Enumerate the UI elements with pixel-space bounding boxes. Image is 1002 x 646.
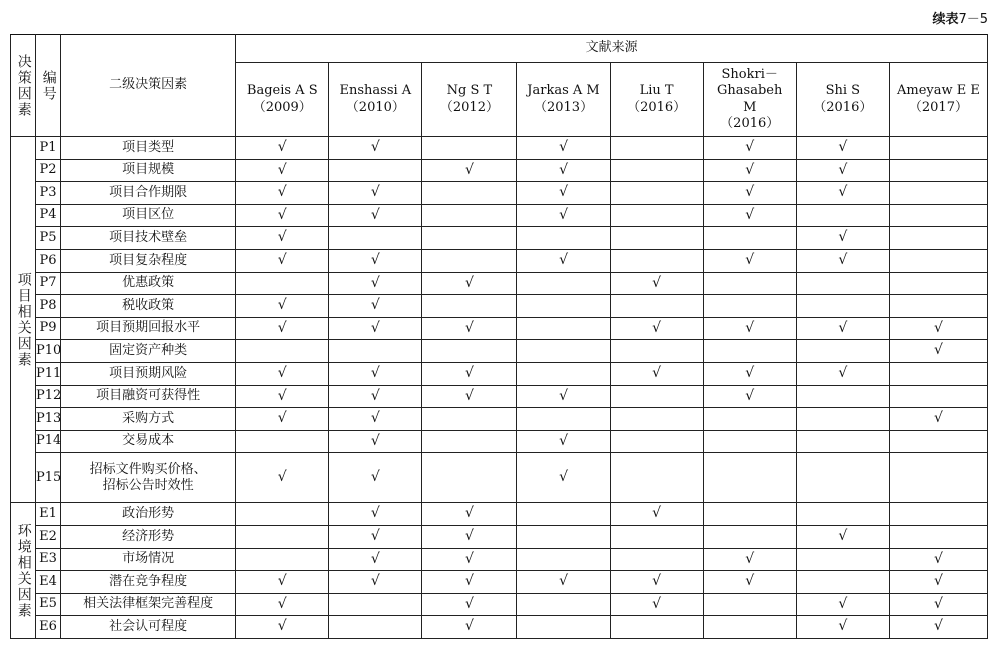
factor-id: E2 (36, 525, 61, 548)
table-row (11, 204, 988, 227)
source-name: Bageis A S (246, 83, 318, 99)
table-row (11, 272, 988, 295)
check-mark: √ (236, 227, 329, 250)
empty-cell (889, 227, 987, 250)
factor-name: 项目预期风险 (61, 362, 236, 385)
empty-cell (889, 385, 987, 408)
check-mark: √ (422, 272, 517, 295)
table-row (11, 362, 988, 385)
source-name: Jarkas A M (527, 83, 600, 99)
empty-cell (236, 503, 329, 526)
empty-cell (236, 525, 329, 548)
check-mark: √ (329, 408, 422, 431)
check-mark: √ (517, 159, 610, 182)
factor-name: 相关法律框架完善程度 (61, 593, 236, 616)
empty-cell (889, 182, 987, 205)
empty-cell (889, 503, 987, 526)
table-row (11, 525, 988, 548)
check-mark: √ (610, 362, 703, 385)
check-mark: √ (236, 137, 329, 160)
empty-cell (610, 430, 703, 453)
empty-cell (796, 385, 889, 408)
check-mark: √ (422, 571, 517, 594)
empty-cell (889, 453, 987, 503)
check-mark: √ (329, 317, 422, 340)
empty-cell (610, 159, 703, 182)
check-mark: √ (329, 548, 422, 571)
empty-cell (889, 272, 987, 295)
check-mark: √ (422, 593, 517, 616)
check-mark: √ (517, 571, 610, 594)
check-mark: √ (889, 408, 987, 431)
empty-cell (517, 317, 610, 340)
empty-cell (610, 227, 703, 250)
check-mark: √ (610, 272, 703, 295)
check-mark: √ (796, 137, 889, 160)
factor-id: P7 (36, 272, 61, 295)
empty-cell (236, 340, 329, 363)
empty-cell (703, 272, 796, 295)
check-mark: √ (236, 593, 329, 616)
empty-cell (889, 204, 987, 227)
empty-cell (329, 159, 422, 182)
empty-cell (889, 525, 987, 548)
check-mark: √ (236, 408, 329, 431)
empty-cell (703, 295, 796, 318)
factor-id: E3 (36, 548, 61, 571)
check-mark: √ (517, 249, 610, 272)
check-mark: √ (236, 249, 329, 272)
header-id: 编号 (36, 35, 61, 137)
table-row (11, 408, 988, 431)
source-header (796, 63, 889, 137)
empty-cell (703, 593, 796, 616)
table-row (11, 249, 988, 272)
category-cell: 项目相关因素 (11, 137, 36, 503)
check-mark: √ (796, 159, 889, 182)
empty-cell (796, 272, 889, 295)
factor-name: 项目预期回报水平 (61, 317, 236, 340)
factor-name: 经济形势 (61, 525, 236, 548)
check-mark: √ (796, 616, 889, 639)
factor-id: P5 (36, 227, 61, 250)
empty-cell (329, 340, 422, 363)
check-mark: √ (703, 362, 796, 385)
factor-id: P9 (36, 317, 61, 340)
empty-cell (703, 503, 796, 526)
source-header (703, 63, 796, 137)
check-mark: √ (517, 385, 610, 408)
check-mark: √ (703, 385, 796, 408)
empty-cell (517, 525, 610, 548)
empty-cell (610, 137, 703, 160)
table-row (11, 503, 988, 526)
factor-name: 社会认可程度 (61, 616, 236, 639)
empty-cell (422, 453, 517, 503)
empty-cell (796, 503, 889, 526)
factor-id: P8 (36, 295, 61, 318)
check-mark: √ (329, 249, 422, 272)
check-mark: √ (422, 362, 517, 385)
empty-cell (517, 503, 610, 526)
table-row (11, 385, 988, 408)
source-header (422, 63, 517, 137)
factor-id: P10 (36, 340, 61, 363)
source-year: （2009） (252, 99, 312, 115)
factor-id: P3 (36, 182, 61, 205)
factor-id: P2 (36, 159, 61, 182)
empty-cell (703, 227, 796, 250)
empty-cell (610, 408, 703, 431)
check-mark: √ (329, 362, 422, 385)
table-row (11, 159, 988, 182)
caption-continued: 续表 (932, 12, 959, 27)
empty-cell (517, 548, 610, 571)
empty-cell (517, 593, 610, 616)
factor-name: 项目技术壁垒 (61, 227, 236, 250)
empty-cell (703, 453, 796, 503)
check-mark: √ (329, 295, 422, 318)
source-name: Enshassi A (339, 83, 412, 99)
factor-id: P15 (36, 453, 61, 503)
empty-cell (517, 295, 610, 318)
empty-cell (329, 616, 422, 639)
table-row (11, 137, 988, 160)
empty-cell (517, 616, 610, 639)
check-mark: √ (610, 317, 703, 340)
caption-number: 7－5 (958, 12, 988, 27)
empty-cell (610, 340, 703, 363)
source-name: Shi S (825, 83, 861, 99)
factor-name: 政治形势 (61, 503, 236, 526)
factor-name: 项目区位 (61, 204, 236, 227)
check-mark: √ (236, 295, 329, 318)
check-mark: √ (796, 317, 889, 340)
header-sources: 文献来源 (236, 35, 988, 63)
check-mark: √ (517, 453, 610, 503)
empty-cell (610, 453, 703, 503)
empty-cell (703, 616, 796, 639)
check-mark: √ (329, 571, 422, 594)
check-mark: √ (329, 430, 422, 453)
empty-cell (422, 430, 517, 453)
empty-cell (329, 227, 422, 250)
table-row (11, 182, 988, 205)
factor-name: 固定资产种类 (61, 340, 236, 363)
check-mark: √ (796, 593, 889, 616)
factor-id: P4 (36, 204, 61, 227)
empty-cell (329, 593, 422, 616)
check-mark: √ (610, 593, 703, 616)
table-row (11, 593, 988, 616)
source-header (517, 63, 610, 137)
empty-cell (422, 227, 517, 250)
empty-cell (422, 137, 517, 160)
factor-id: P12 (36, 385, 61, 408)
check-mark: √ (236, 385, 329, 408)
empty-cell (517, 272, 610, 295)
check-mark: √ (329, 525, 422, 548)
factor-name: 项目合作期限 (61, 182, 236, 205)
empty-cell (889, 249, 987, 272)
check-mark: √ (889, 548, 987, 571)
check-mark: √ (422, 503, 517, 526)
check-mark: √ (610, 571, 703, 594)
empty-cell (796, 430, 889, 453)
check-mark: √ (796, 362, 889, 385)
empty-cell (610, 525, 703, 548)
table-row (11, 548, 988, 571)
check-mark: √ (236, 571, 329, 594)
factor-name: 项目类型 (61, 137, 236, 160)
source-year: （2013） (533, 99, 594, 115)
empty-cell (517, 362, 610, 385)
source-year: （2017） (908, 99, 968, 115)
factor-name: 潜在竞争程度 (61, 571, 236, 594)
table-row (11, 453, 988, 503)
check-mark: √ (889, 593, 987, 616)
empty-cell (610, 204, 703, 227)
empty-cell (889, 137, 987, 160)
check-mark: √ (236, 204, 329, 227)
table-row (11, 295, 988, 318)
check-mark: √ (329, 503, 422, 526)
table-row (11, 340, 988, 363)
check-mark: √ (236, 616, 329, 639)
check-mark: √ (796, 227, 889, 250)
factor-name: 采购方式 (61, 408, 236, 431)
empty-cell (796, 548, 889, 571)
empty-cell (703, 408, 796, 431)
factor-id: E5 (36, 593, 61, 616)
source-year: （2016） (720, 115, 780, 131)
empty-cell (422, 408, 517, 431)
check-mark: √ (610, 503, 703, 526)
factor-id: P13 (36, 408, 61, 431)
factor-name: 项目规模 (61, 159, 236, 182)
check-mark: √ (703, 249, 796, 272)
empty-cell (796, 340, 889, 363)
check-mark: √ (796, 525, 889, 548)
empty-cell (422, 340, 517, 363)
factor-name: 市场情况 (61, 548, 236, 571)
source-name: Liu T (639, 83, 674, 99)
empty-cell (703, 525, 796, 548)
check-mark: √ (703, 182, 796, 205)
factor-name: 项目复杂程度 (61, 249, 236, 272)
check-mark: √ (329, 137, 422, 160)
source-header (610, 63, 703, 137)
check-mark: √ (796, 249, 889, 272)
check-mark: √ (422, 548, 517, 571)
table-row (11, 616, 988, 639)
check-mark: √ (703, 317, 796, 340)
check-mark: √ (236, 362, 329, 385)
table-row (11, 571, 988, 594)
factor-id: P11 (36, 362, 61, 385)
empty-cell (236, 548, 329, 571)
check-mark: √ (703, 204, 796, 227)
check-mark: √ (236, 159, 329, 182)
check-mark: √ (329, 385, 422, 408)
factor-name: 项目融资可获得性 (61, 385, 236, 408)
header-category: 决策因素 (11, 35, 36, 137)
factor-id: P6 (36, 249, 61, 272)
header-factor: 二级决策因素 (61, 35, 236, 137)
source-year: （2016） (813, 99, 873, 115)
check-mark: √ (889, 340, 987, 363)
empty-cell (796, 295, 889, 318)
check-mark: √ (422, 159, 517, 182)
empty-cell (889, 295, 987, 318)
factor-id: E1 (36, 503, 61, 526)
empty-cell (610, 295, 703, 318)
empty-cell (889, 430, 987, 453)
check-mark: √ (889, 571, 987, 594)
table-row (11, 227, 988, 250)
table-row (11, 430, 988, 453)
literature-source-table (10, 34, 988, 639)
empty-cell (796, 204, 889, 227)
empty-cell (422, 182, 517, 205)
empty-cell (796, 453, 889, 503)
empty-cell (703, 340, 796, 363)
source-header (236, 63, 329, 137)
empty-cell (422, 295, 517, 318)
empty-cell (236, 272, 329, 295)
table-caption (932, 8, 988, 27)
empty-cell (610, 249, 703, 272)
empty-cell (703, 430, 796, 453)
source-name: Ng S T (446, 83, 493, 99)
check-mark: √ (889, 317, 987, 340)
factor-id: E6 (36, 616, 61, 639)
source-name: Shokri－Ghasabeh M (717, 67, 783, 115)
source-name: Ameyaw E E (896, 83, 980, 99)
check-mark: √ (329, 272, 422, 295)
empty-cell (796, 571, 889, 594)
check-mark: √ (517, 204, 610, 227)
check-mark: √ (422, 525, 517, 548)
factor-id: E4 (36, 571, 61, 594)
check-mark: √ (329, 182, 422, 205)
check-mark: √ (703, 548, 796, 571)
factor-name: 招标文件购买价格、 招标公告时效性 (61, 453, 236, 503)
factor-name: 交易成本 (61, 430, 236, 453)
check-mark: √ (422, 385, 517, 408)
check-mark: √ (236, 453, 329, 503)
check-mark: √ (422, 317, 517, 340)
empty-cell (610, 548, 703, 571)
source-year: （2016） (627, 99, 687, 115)
check-mark: √ (236, 182, 329, 205)
empty-cell (422, 204, 517, 227)
source-year: （2012） (439, 99, 499, 115)
check-mark: √ (236, 317, 329, 340)
empty-cell (517, 408, 610, 431)
factor-id: P14 (36, 430, 61, 453)
table-row (11, 317, 988, 340)
factor-name: 税收政策 (61, 295, 236, 318)
check-mark: √ (517, 430, 610, 453)
source-header (329, 63, 422, 137)
source-year: （2010） (345, 99, 405, 115)
check-mark: √ (517, 182, 610, 205)
check-mark: √ (703, 159, 796, 182)
check-mark: √ (422, 616, 517, 639)
check-mark: √ (703, 137, 796, 160)
empty-cell (796, 408, 889, 431)
empty-cell (422, 249, 517, 272)
check-mark: √ (703, 571, 796, 594)
empty-cell (889, 159, 987, 182)
check-mark: √ (889, 616, 987, 639)
empty-cell (517, 340, 610, 363)
empty-cell (610, 385, 703, 408)
empty-cell (517, 227, 610, 250)
empty-cell (610, 182, 703, 205)
empty-cell (236, 430, 329, 453)
empty-cell (610, 616, 703, 639)
source-header (889, 63, 987, 137)
factor-name: 优惠政策 (61, 272, 236, 295)
check-mark: √ (517, 137, 610, 160)
check-mark: √ (329, 204, 422, 227)
empty-cell (889, 362, 987, 385)
category-cell: 环境相关因素 (11, 503, 36, 639)
check-mark: √ (796, 182, 889, 205)
factor-id: P1 (36, 137, 61, 160)
check-mark: √ (329, 453, 422, 503)
